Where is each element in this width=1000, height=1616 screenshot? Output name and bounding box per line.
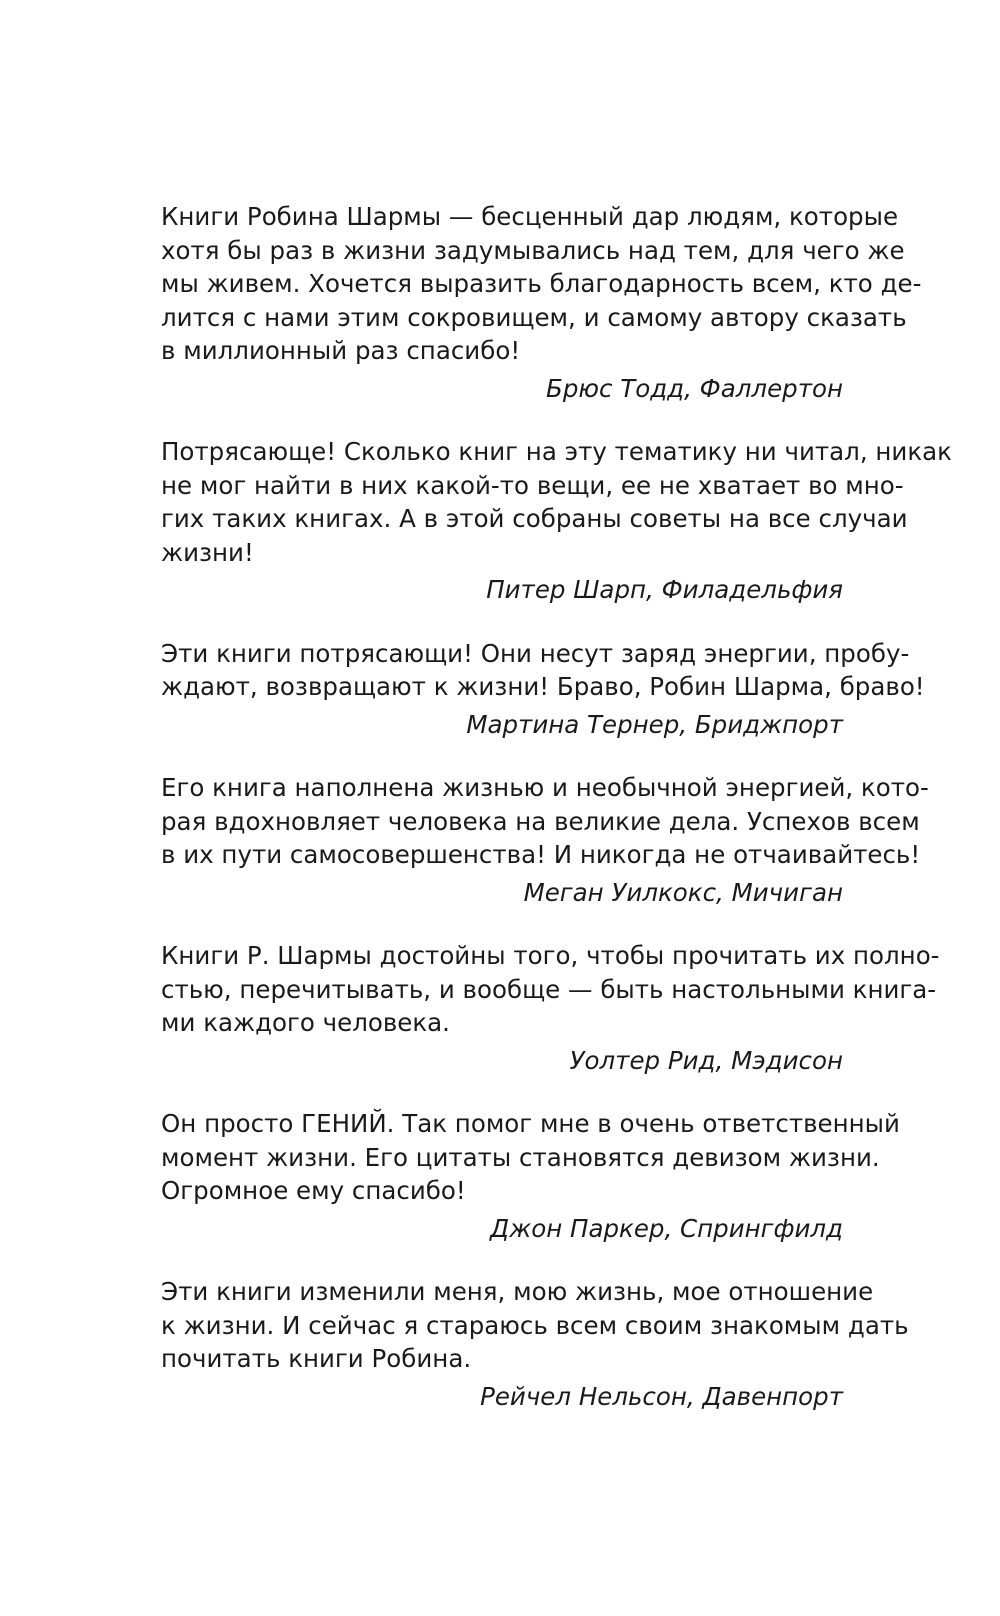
review-line: Эти книги потрясающи! Они несут заряд энергии, пробу- <box>161 638 910 668</box>
review-text <box>161 939 940 1040</box>
review-line: Эти книги изменили меня, мою жизнь, мое отношение <box>161 1277 874 1306</box>
reviews-page <box>161 200 952 1443</box>
review-text <box>161 200 922 368</box>
review-2 <box>161 435 952 607</box>
review-1 <box>161 200 922 405</box>
review-line: момент жизни. Его цитаты становятся девизом жизни. <box>161 1142 880 1172</box>
review-text <box>161 1107 900 1208</box>
review-7 <box>161 1275 909 1413</box>
review-3 <box>161 637 925 742</box>
review-text <box>161 637 925 704</box>
review-author: Брюс Тодд, Фаллертон <box>546 373 843 403</box>
review-line: не мог найти в них какой-то вещи, ее не хватает во мно- <box>161 470 904 500</box>
review-author: Меган Уилкокс, Мичиган <box>523 877 843 907</box>
review-5 <box>161 939 940 1077</box>
review-line: ждают, возвращают к жизни! Браво, Робин Шарма, браво! <box>161 672 925 701</box>
review-line: Огромное ему спасибо! <box>161 1176 466 1205</box>
review-line: хотя бы раз в жизни задумывались над тем, для чего же <box>161 235 905 265</box>
review-author: Уолтер Рид, Мэдисон <box>569 1045 843 1075</box>
review-line: к жизни. И сейчас я стараюсь всем своим знакомым дать <box>161 1310 909 1340</box>
review-author: Питер Шарп, Филадельфия <box>486 575 843 604</box>
review-6 <box>161 1107 900 1245</box>
review-line: Книги Робина Шармы — бесценный дар людям, которые <box>161 202 899 231</box>
review-author: Джон Паркер, Спрингфилд <box>490 1213 843 1243</box>
review-line: Его книга наполнена жизнью и необычной энергией, кото- <box>161 773 929 802</box>
review-line: Книги Р. Шармы достойны того, чтобы прочитать их полно- <box>161 941 940 970</box>
review-line: Он просто ГЕНИЙ. Так помог мне в очень ответственный <box>161 1109 900 1138</box>
review-author: Мартина Тернер, Бриджпорт <box>466 709 843 739</box>
review-line: почитать книги Робина. <box>161 1344 472 1373</box>
review-text <box>161 1275 909 1376</box>
review-text <box>161 435 952 569</box>
review-line: ми каждого человека. <box>161 1008 450 1037</box>
review-line: мы живем. Хочется выразить благодарность всем, кто де- <box>161 269 922 298</box>
review-text <box>161 771 929 872</box>
review-line: в их пути самосовершенства! И никогда не отчаивайтесь! <box>161 840 921 869</box>
review-line: Потрясающе! Сколько книг на эту тематику ни читал, никак <box>161 437 952 466</box>
review-line: рая вдохновляет человека на великие дела. Успехов всем <box>161 806 920 836</box>
review-author: Рейчел Нельсон, Давенпорт <box>480 1381 843 1411</box>
review-line: в миллионный раз спасибо! <box>161 336 521 365</box>
review-line: лится с нами этим сокровищем, и самому автору сказать <box>161 302 907 332</box>
review-4 <box>161 771 929 909</box>
review-line: гих таких книгах. А в этой собраны советы на все случаи <box>161 504 908 533</box>
review-line: жизни! <box>161 537 254 567</box>
review-line: стью, перечитывать, и вообще — быть настольными книга- <box>161 974 937 1004</box>
